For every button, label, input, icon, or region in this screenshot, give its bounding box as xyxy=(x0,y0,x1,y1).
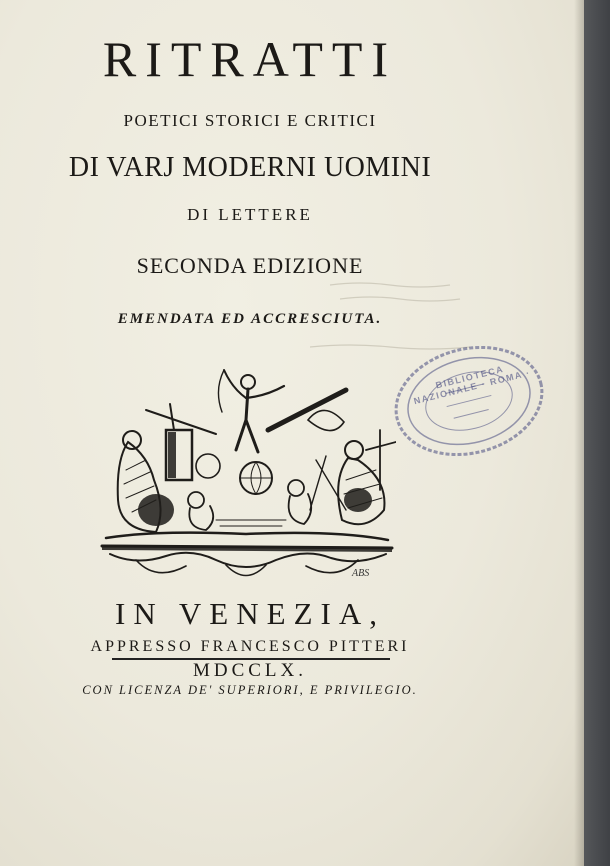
book-binding-edge xyxy=(584,0,610,866)
subtitle-line-1: POETICI STORICI E CRITICI xyxy=(123,111,377,130)
imprint-publisher: APPRESSO FRANCESCO PITTERI xyxy=(90,638,410,655)
allegorical-vignette-icon xyxy=(96,360,396,590)
imprint-year: MDCCLX. xyxy=(192,660,308,681)
book-title: RITRATTI xyxy=(102,31,398,87)
stamp-text: BIBLIOTECA NAZIONALE · ROMA · xyxy=(412,363,532,407)
subtitle-line-3: DI LETTERE xyxy=(187,205,313,224)
subtitle-line-2: DI VARJ MODERNI UOMINI xyxy=(68,152,432,183)
imprint-license: CON LICENZA DE' SUPERIORI, E PRIVILEGIO. xyxy=(82,683,418,697)
emended-line: EMENDATA ED ACCRESCIUTA. xyxy=(117,311,383,327)
edition-line: SECONDA EDIZIONE xyxy=(136,253,364,278)
engraver-signature: ABS xyxy=(352,568,370,579)
imprint-place: IN VENEZIA, xyxy=(115,596,385,631)
